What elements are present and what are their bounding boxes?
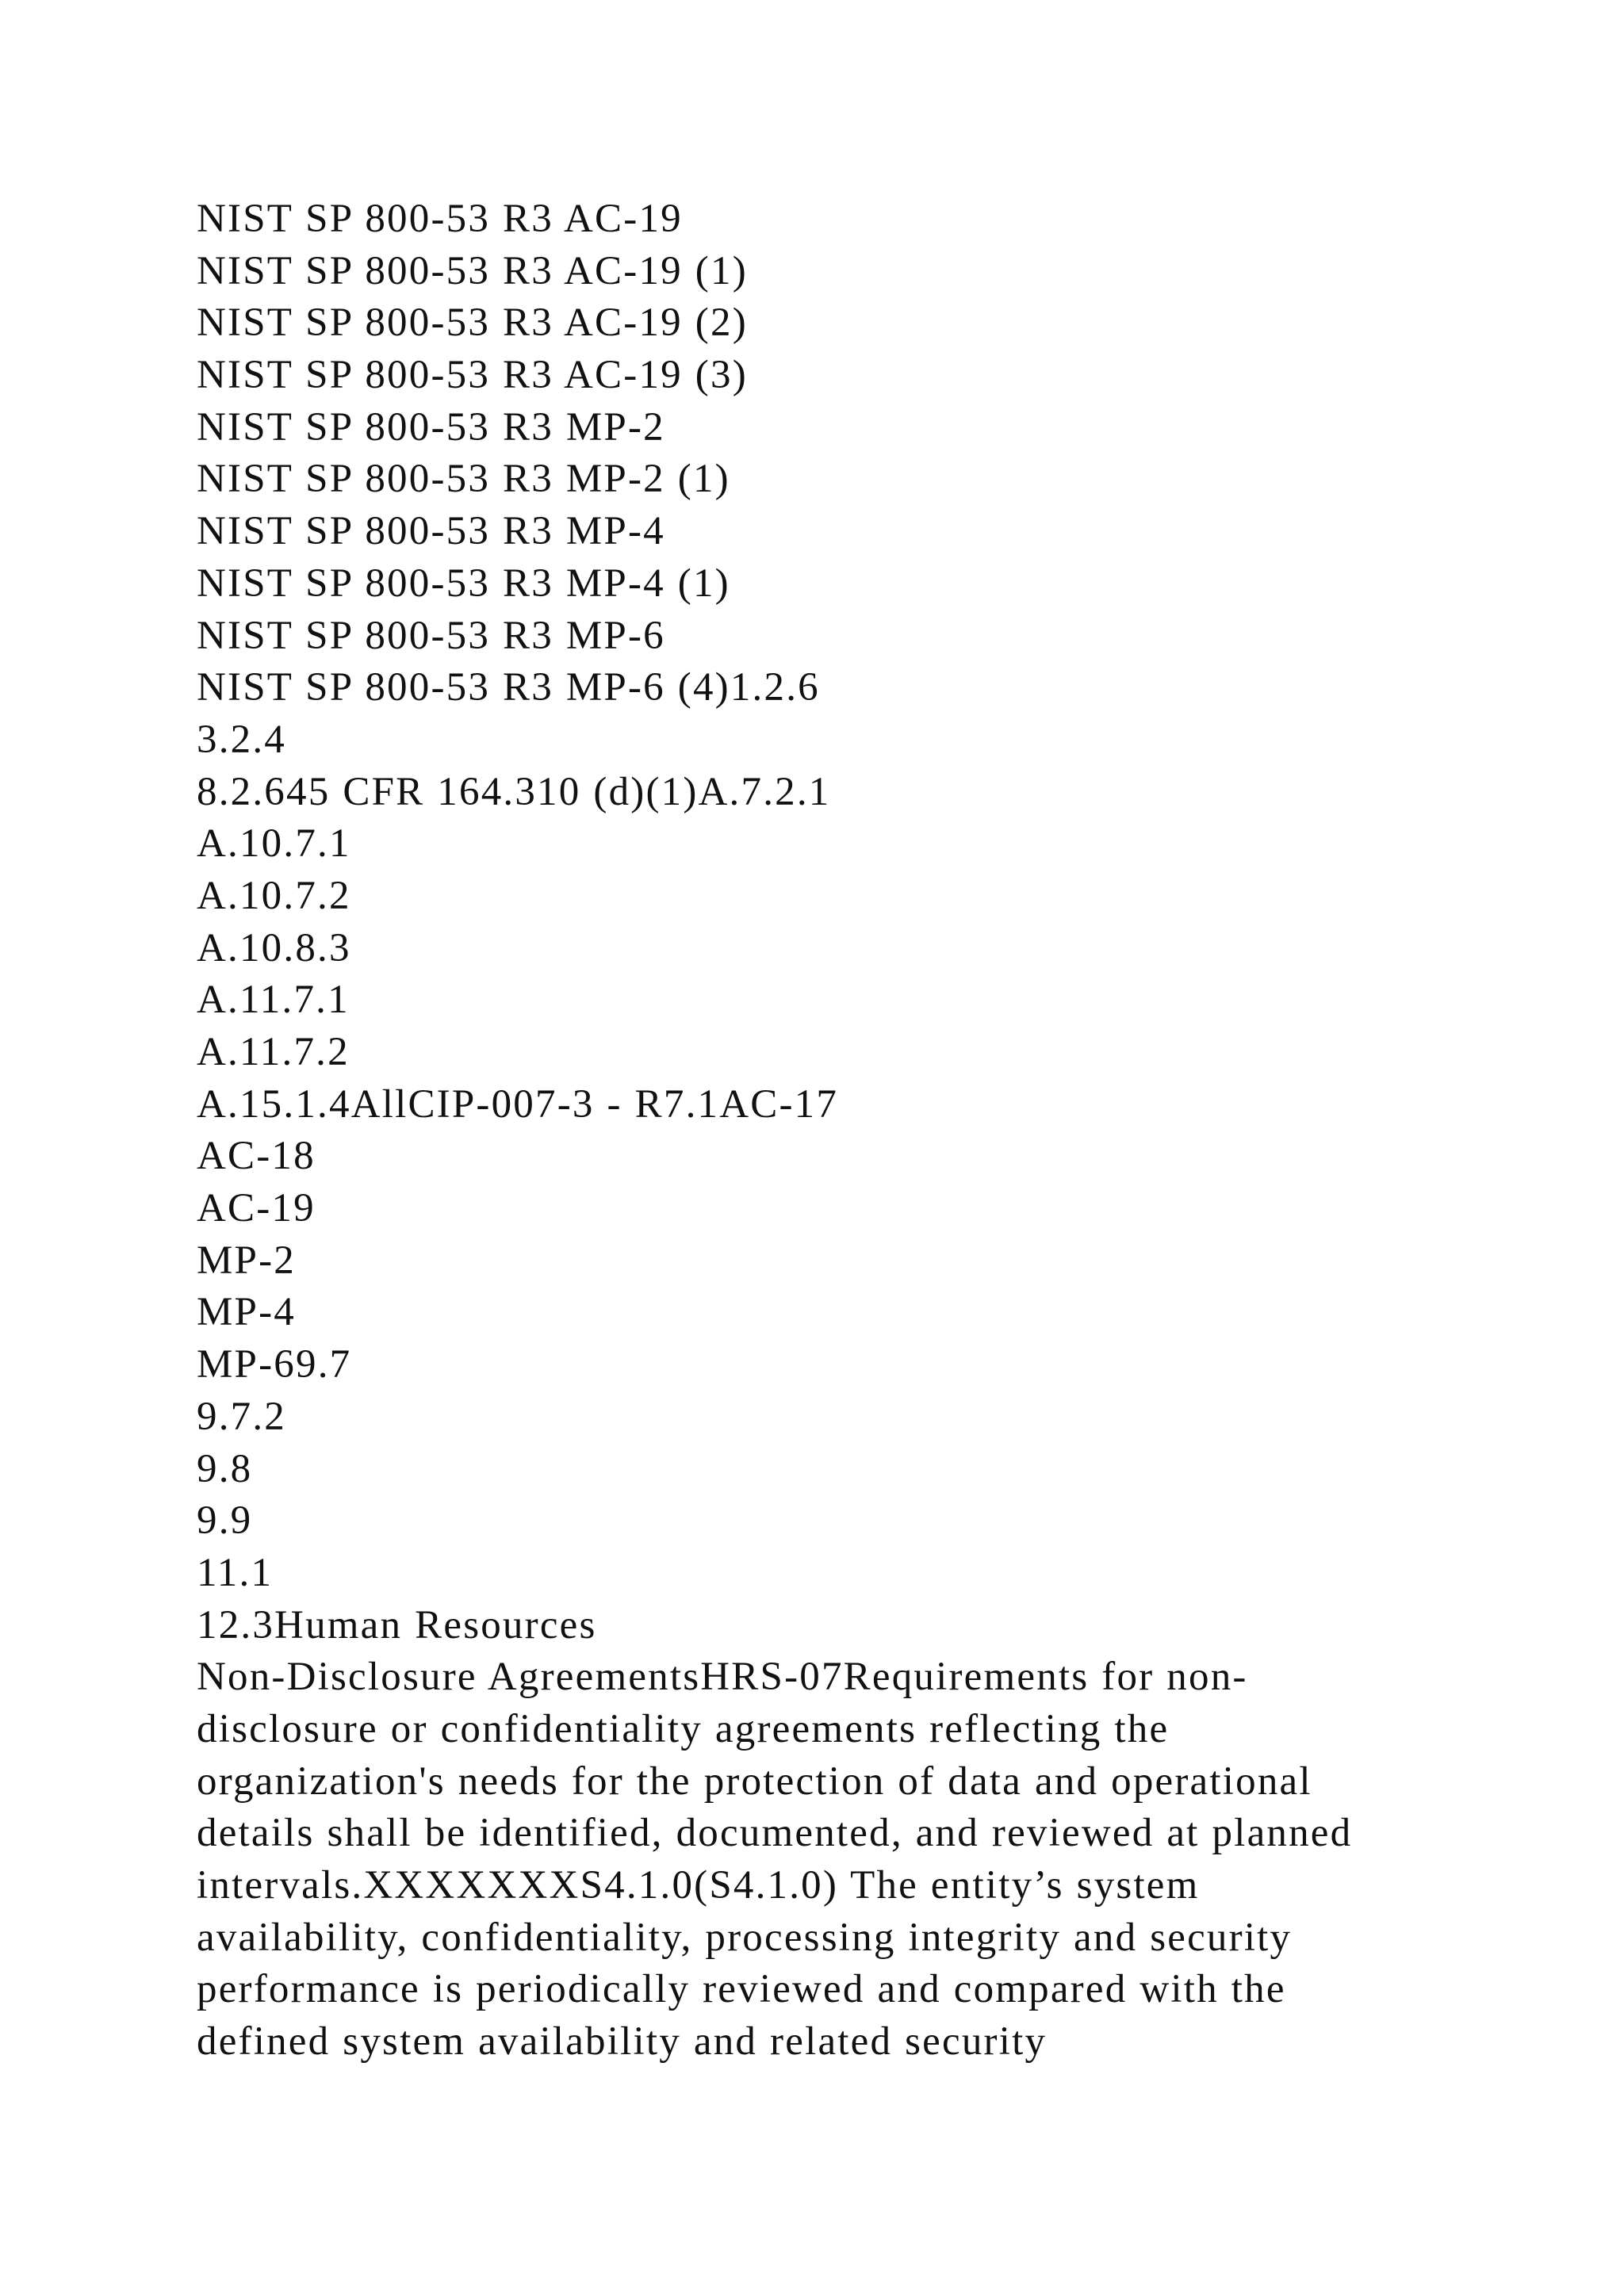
text-line: A.15.1.4AllCIP-007-3 - R7.1AC-17 (197, 1081, 839, 1127)
text-line: A.11.7.1 (197, 978, 350, 1023)
text-line: disclosure or confidentiality agreements reflecting the (197, 1706, 1170, 1751)
text-line: NIST SP 800-53 R3 AC-19 (197, 197, 683, 241)
text-line: 9.8 (197, 1446, 253, 1491)
text-line: A.10.7.1 (197, 821, 351, 867)
text-line: A.11.7.2 (197, 1030, 350, 1074)
text-line: availability, confidentiality, processing integrity and security (197, 1915, 1293, 1960)
text-line: 12.3Human Resources (197, 1602, 597, 1647)
text-line: MP-69.7 (197, 1342, 352, 1387)
text-line: MP-4 (197, 1290, 296, 1335)
text-line: AC-19 (197, 1186, 316, 1231)
text-line: NIST SP 800-53 R3 MP-2 (197, 404, 665, 450)
text-line: NIST SP 800-53 R3 MP-4 (1) (197, 561, 730, 606)
text-line: NIST SP 800-53 R3 MP-6 (4)1.2.6 (197, 665, 820, 710)
text-line: 9.9 (197, 1498, 253, 1544)
text-line: 9.7.2 (197, 1394, 286, 1439)
text-line: 3.2.4 (197, 717, 286, 762)
text-line: NIST SP 800-53 R3 MP-4 (197, 509, 665, 554)
text-line: A.10.7.2 (197, 873, 351, 918)
text-line: defined system availability and related security (197, 2019, 1048, 2064)
text-line: NIST SP 800-53 R3 MP-2 (1) (197, 457, 730, 502)
text-line: intervals.XXXXXXXS4.1.0(S4.1.0) The entity’s system (197, 1863, 1200, 1908)
text-line: Non-Disclosure AgreementsHRS-07Requirements for non- (197, 1655, 1248, 1700)
text-line: performance is periodically reviewed and compared with the (197, 1967, 1286, 2012)
text-line: NIST SP 800-53 R3 AC-19 (2) (197, 300, 748, 346)
text-line: organization's needs for the protection of data and operational (197, 1758, 1312, 1804)
text-line: 11.1 (197, 1550, 274, 1595)
text-line: NIST SP 800-53 R3 MP-6 (197, 613, 665, 658)
text-line: 8.2.645 CFR 164.310 (d)(1)A.7.2.1 (197, 769, 831, 814)
text-line: details shall be identified, documented, and reviewed at planned (197, 1811, 1353, 1856)
text-line: NIST SP 800-53 R3 AC-19 (1) (197, 248, 748, 293)
text-line: AC-18 (197, 1134, 316, 1179)
text-line: A.10.8.3 (197, 925, 351, 970)
text-line: MP-2 (197, 1238, 296, 1283)
text-line: NIST SP 800-53 R3 AC-19 (3) (197, 353, 748, 398)
document-body (197, 193, 1529, 2068)
